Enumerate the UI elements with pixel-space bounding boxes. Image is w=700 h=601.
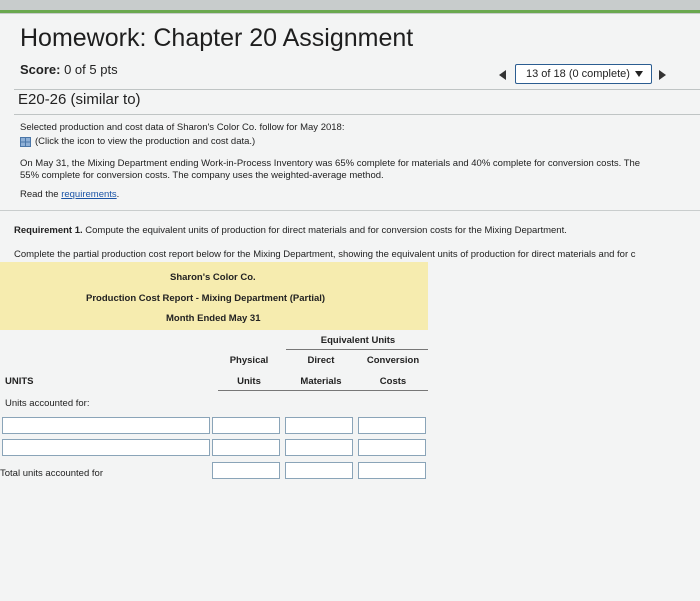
chevron-down-icon — [635, 71, 643, 77]
row-2-conversion-input[interactable] — [358, 439, 426, 456]
score-value: 0 of 5 pts — [64, 62, 118, 77]
report-title: Production Cost Report - Mixing Department (Partial) — [86, 293, 326, 304]
requirement-text: Compute the equivalent units of production for direct materials and for conversion costs for the Mixing Department. — [82, 225, 567, 236]
read-prefix: Read the — [20, 189, 59, 200]
row-1-physical-input[interactable] — [212, 417, 280, 434]
page-title: Homework: Chapter 20 Assignment — [20, 24, 414, 52]
total-direct-input[interactable] — [285, 462, 353, 479]
previous-question-icon[interactable] — [499, 70, 506, 80]
problem-line-1: On May 31, the Mixing Department ending Work-in-Process Inventory was 65% complete for materials and 40% complete for conversion costs. The — [20, 158, 641, 169]
conversion-header-2: Costs — [379, 376, 407, 387]
row-1-conversion-input[interactable] — [358, 417, 426, 434]
requirements-link[interactable]: requirements — [61, 189, 117, 200]
report-period: Month Ended May 31 — [166, 313, 261, 324]
units-heading: UNITS — [5, 376, 34, 387]
score-label: Score: — [20, 62, 61, 77]
row-1-label-input[interactable] — [2, 417, 210, 434]
divider — [14, 89, 700, 90]
report-company: Sharon's Color Co. — [170, 272, 256, 283]
divider — [14, 114, 700, 115]
direct-header-2: Materials — [300, 376, 342, 387]
conversion-header-1: Conversion — [366, 355, 420, 366]
total-conversion-input[interactable] — [358, 462, 426, 479]
score — [20, 62, 118, 77]
row-2-direct-input[interactable] — [285, 439, 353, 456]
accent-stripe — [0, 10, 700, 13]
row-2-physical-input[interactable] — [212, 439, 280, 456]
physical-header-2: Units — [237, 376, 261, 387]
header-underline — [286, 349, 428, 350]
physical-header-1: Physical — [229, 355, 269, 366]
question-selector[interactable] — [515, 64, 652, 84]
row-2-label-input[interactable] — [2, 439, 210, 456]
requirement-instruction: Complete the partial production cost report below for the Mixing Department, showing the equivalent units of production for direct materials and for c — [14, 249, 636, 260]
requirement-label: Requirement 1. — [14, 225, 83, 236]
problem-line-2: 55% complete for conversion costs. The company uses the weighted-average method. — [20, 170, 384, 181]
read-requirements — [20, 189, 119, 200]
units-accounted-for-label: Units accounted for: — [5, 398, 90, 409]
browser-top-bar — [0, 0, 700, 14]
total-physical-input[interactable] — [212, 462, 280, 479]
requirement-1 — [14, 225, 567, 236]
problem-intro: Selected production and cost data of Sharon's Color Co. follow for May 2018: — [20, 122, 345, 133]
total-units-label: Total units accounted for — [0, 468, 103, 479]
column-underline — [218, 390, 428, 391]
next-question-icon[interactable] — [659, 70, 666, 80]
read-suffix: . — [116, 189, 120, 200]
exercise-title: E20-26 (similar to) — [18, 91, 141, 108]
data-link[interactable]: (Click the icon to view the production and cost data.) — [35, 136, 256, 147]
direct-header-1: Direct — [307, 355, 335, 366]
data-table-icon[interactable] — [20, 137, 31, 147]
row-1-direct-input[interactable] — [285, 417, 353, 434]
divider — [0, 210, 700, 211]
question-progress: 13 of 18 (0 complete) — [526, 68, 630, 80]
equivalent-units-header: Equivalent Units — [320, 335, 396, 346]
